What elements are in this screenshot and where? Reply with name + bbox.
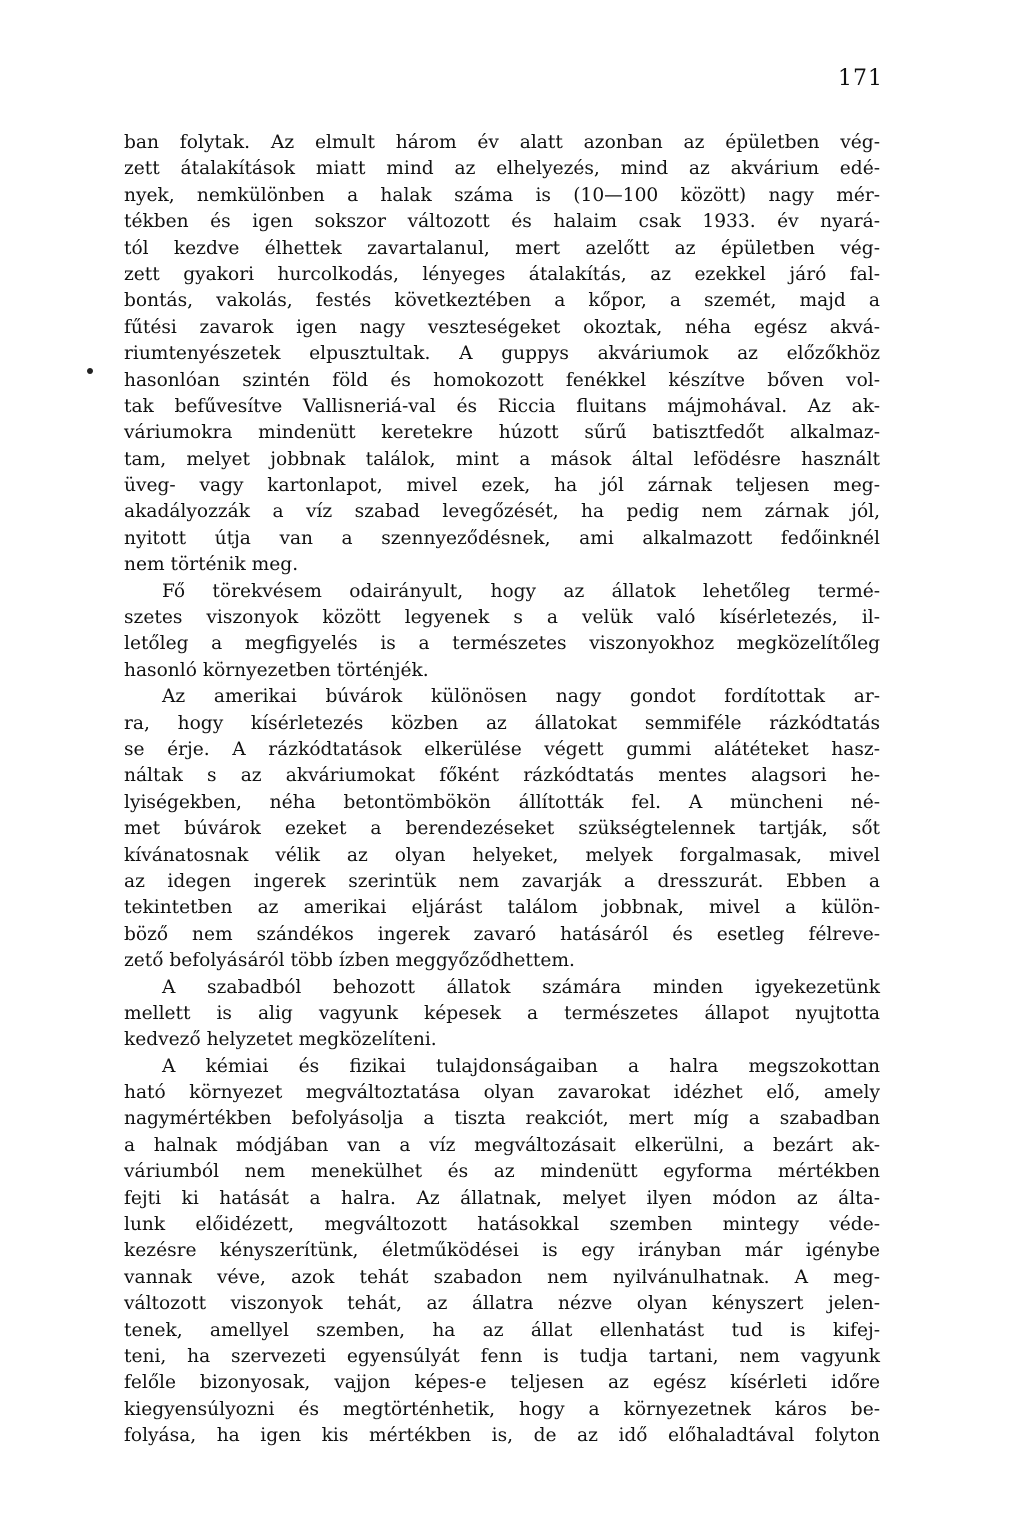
text-line: fejti ki hatását a halra. Az állatnak, melyet ilyen módon az álta-: [124, 1187, 880, 1209]
text-line: nagymértékben befolyásolja a tiszta reakciót, mert míg a szabadban: [124, 1108, 880, 1130]
text-line: tekintetben az amerikai eljárást találom jobbnak, mivel a külön-: [124, 897, 880, 919]
text-line: hasonlóan szintén föld és homokozott fenékkel készítve bőven vol-: [124, 369, 880, 391]
text-line: Fő törekvésem odairányult, hogy az állatok lehetőleg termé-: [162, 580, 880, 602]
text-line: felőle bizonyosak, vajjon képes-e teljesen az egész kísérleti időre: [124, 1372, 880, 1394]
text-line: kívánatosnak vélik az olyan helyeket, melyek forgalmasak, mivel: [124, 844, 880, 866]
text-line: tékben és igen sokszor változott és halaim csak 1933. év nyará-: [124, 211, 880, 233]
text-line: Az amerikai búvárok különösen nagy gondot fordítottak ar-: [162, 686, 880, 708]
text-line: zett átalakítások miatt mind az elhelyezés, mind az akvárium edé-: [124, 158, 880, 180]
text-line: vannak véve, azok tehát szabadon nem nyilvánulhatnak. A meg-: [124, 1266, 880, 1288]
text-line: nem történik meg.: [124, 554, 299, 576]
text-line: nyitott útja van a szennyeződésnek, ami alkalmazott fedőinknél: [124, 527, 880, 549]
text-line: mellett is alig vagyunk képesek a természetes állapot nyujtotta: [124, 1002, 880, 1024]
text-line: bontás, vakolás, festés következtében a kőpor, a szemét, majd a: [124, 290, 880, 312]
text-line: tenek, amellyel szemben, ha az állat ellenhatást tud is kifej-: [124, 1319, 880, 1341]
text-line: az idegen ingerek szerintük nem zavarják a dresszurát. Ebben a: [124, 870, 880, 892]
text-line: szetes viszonyok között legyenek s a velük való kísérletezés, il-: [124, 607, 880, 629]
text-line: a halnak módjában van a víz megváltozásait elkerülni, a bezárt ak-: [124, 1134, 880, 1156]
text-line: ban folytak. Az elmult három év alatt azonban az épületben vég-: [124, 132, 880, 153]
text-line: ra, hogy kísérletezés közben az állatokat semmiféle rázkódtatás: [124, 712, 880, 734]
page-number: 171: [838, 66, 883, 91]
text-line: nyek, nemkülönben a halak száma is (10—100 között) nagy mér-: [124, 184, 880, 206]
body-text: [124, 130, 880, 1450]
text-line: fűtési zavarok igen nagy veszteségeket okoztak, néha egész akvá-: [124, 316, 880, 338]
text-line: kezésre kényszerítünk, életműködései is egy irányban már igénybe: [124, 1240, 880, 1262]
text-line: váriumokra mindenütt keretekre húzott sűrű batisztfedőt alkalmaz-: [124, 422, 880, 444]
text-line: A kémiai és fizikai tulajdonságaiban a halra megszokottan: [162, 1055, 880, 1077]
text-line: teni, ha szervezeti egyensúlyát fenn is tudja tartani, nem vagyunk: [124, 1345, 880, 1367]
text-line: zett gyakori hurcolkodás, lényeges átalakítás, az ezekkel járó fal-: [124, 263, 880, 285]
text-line: A szabadból behozott állatok számára minden igyekezetünk: [162, 976, 880, 998]
text-line: tól kezdve élhettek zavartalanul, mert azelőtt az épületben vég-: [124, 237, 880, 259]
text-line: riumtenyészetek elpusztultak. A guppys akváriumok az előzőkhöz: [124, 343, 880, 365]
text-line: zető befolyásáról több ízben meggyőződhettem.: [124, 950, 575, 972]
text-line: kedvező helyzetet megközelíteni.: [124, 1029, 437, 1051]
text-line: lunk előidézett, megváltozott hatásokkal szemben mintegy véde-: [124, 1214, 880, 1236]
text-line: ható környezet megváltoztatása olyan zavarokat idézhet elő, amely: [124, 1082, 880, 1104]
text-line: akadályozzák a víz szabad levegőzését, ha pedig nem zárnak jól,: [124, 501, 880, 523]
text-line: tak befűvesítve Vallisneriá-val és Riccia fluitans májmohával. Az ak-: [124, 395, 880, 417]
text-line: se érje. A rázkódtatások elkerülése végett gummi alátéteket hasz-: [124, 738, 880, 760]
text-line: hasonló környezetben történjék.: [124, 659, 429, 681]
text-line: met búvárok ezeket a berendezéseket szükségtelennek tartják, sőt: [124, 818, 880, 840]
text-line: váriumból nem menekülhet és az mindenütt egyforma mértékben: [124, 1161, 880, 1183]
text-line: böző nem szándékos ingerek zavaró hatásáról és esetleg félreve-: [124, 923, 880, 945]
text-line: letőleg a megfigyelés is a természetes viszonyokhoz megközelítőleg: [124, 633, 880, 655]
text-line: üveg- vagy kartonlapot, mivel ezek, ha jól zárnak teljesen meg-: [124, 475, 880, 497]
text-line: kiegyensúlyozni és megtörténhetik, hogy a környezetnek káros be-: [124, 1398, 880, 1420]
text-line: náltak s az akváriumokat főként rázkódtatás mentes alagsori he-: [124, 765, 880, 787]
text-line: változott viszonyok tehát, az állatra nézve olyan kényszert jelen-: [124, 1293, 880, 1315]
text-line: folyása, ha igen kis mértékben is, de az idő előhaladtával folyton: [124, 1425, 880, 1447]
text-line: tam, melyet jobbnak találok, mint a mások által lefödésre használt: [124, 448, 880, 470]
margin-mark: [87, 368, 93, 374]
text-line: lyiségekben, néha betontömbökön állították fel. A müncheni né-: [124, 791, 880, 813]
